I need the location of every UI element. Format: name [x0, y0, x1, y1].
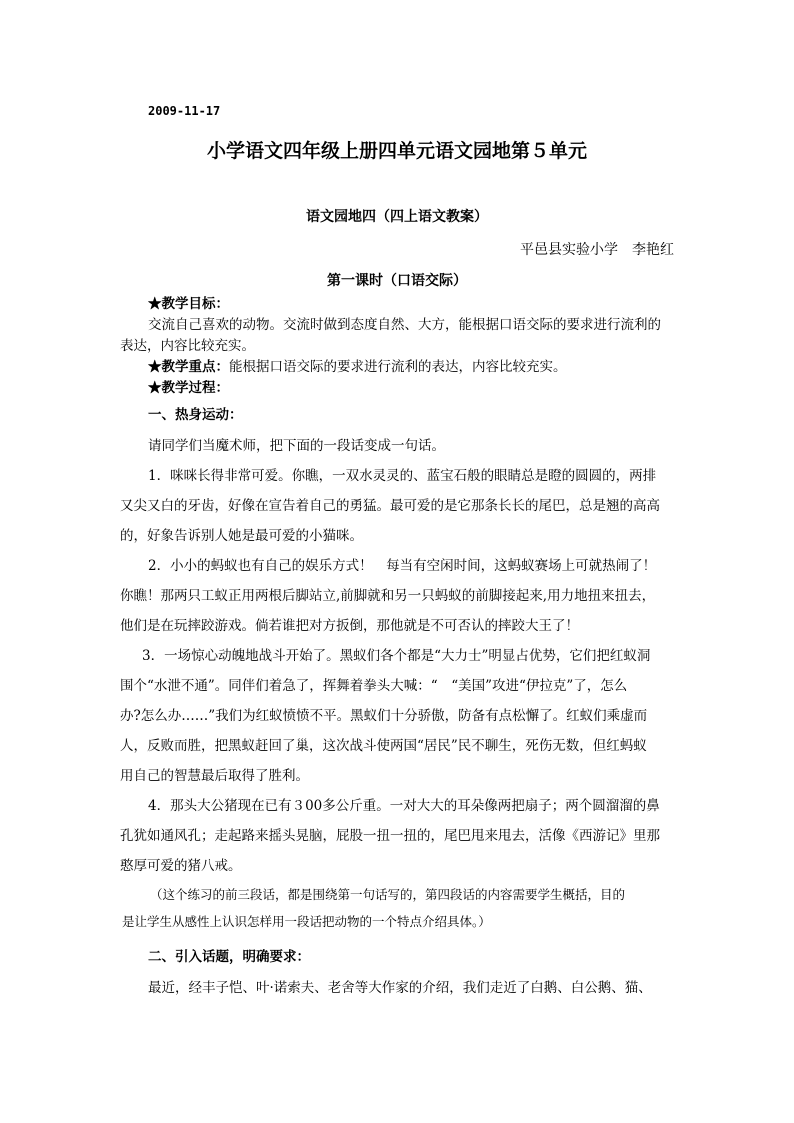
document-body [120, 294, 675, 1003]
section-heading: 二、引入话题，明确要求： [148, 949, 310, 965]
lesson-heading: 第一课时（口语交际） [327, 273, 467, 289]
teaching-note-line: （这个练习的前三段话，都是围绕第一句话写的，第四段话的内容需要学生概括，目的 [150, 887, 626, 902]
paragraph-line: 办?怎么办……”我们为红蚁愤愤不平。黑蚁们十分骄傲，防备有点松懈了。红蚁们乘虚而 [120, 708, 648, 724]
goal-text-line: 表达，内容比较充实。 [120, 338, 255, 354]
paragraph-line: 孔犹如通风孔；走起路来摇头晃脑，屁股一扭一扭的，尾巴甩来甩去，活像《西游记》里那 [120, 828, 660, 844]
paragraph-line: 你瞧！那两只工蚁正用两根后脚站立,前脚就和另一只蚂蚁的前脚接起来,用力地扭来扭去， [120, 588, 656, 604]
paragraph-line: 他们是在玩摔跤游戏。倘若谁把对方扳倒，那他就是不可否认的摔跤大王了！ [120, 618, 579, 634]
section-intro: 请同学们当魔术师，把下面的一段话变成一句话。 [148, 438, 445, 454]
paragraph-line: 最近，经丰子恺、叶·诺索夫、老舍等大作家的介绍，我们走近了白鹅、白公鹅、猫、 [148, 980, 652, 996]
paragraph-line: 又尖又白的牙齿，好像在宣告着自己的勇猛。最可爱的是它那条长长的尾巴，总是翘的高高 [120, 498, 660, 514]
paragraph-line: 3．一场惊心动魄地战斗开始了。黑蚁们各个都是“大力士”明显占优势，它们把红蚁洞 [142, 648, 651, 664]
focus-text: 能根据口语交际的要求进行流利的表达，内容比较充实。 [229, 359, 567, 375]
document-date: 2009-11-17 [148, 104, 221, 118]
paragraph-line: 憨厚可爱的猪八戒。 [120, 858, 242, 874]
paragraph-line: 的，好象告诉别人她是最可爱的小猫咪。 [120, 528, 363, 544]
teaching-note-line: 是让学生从感性上认识怎样用一段话把动物的一个特点介绍具体。） [122, 914, 491, 929]
goal-label: ★教学目标： [148, 296, 229, 312]
paragraph-line: 用自己的智慧最后取得了胜利。 [120, 768, 309, 784]
process-label: ★教学过程： [148, 380, 229, 396]
paragraph-line: 围个“水泄不通”。同伴们着急了，挥舞着拳头大喊：“ “美国”攻进“伊拉克”了，怎么 [120, 678, 628, 694]
section-heading: 一、热身运动： [148, 407, 243, 423]
paragraph-line: 2．小小的蚂蚁也有自己的娱乐方式！ 每当有空闲时间，这蚂蚁赛场上可就热闹了！ [148, 558, 657, 574]
goal-text-line: 交流自己喜欢的动物。交流时做到态度自然、大方，能根据口语交际的要求进行流利的 [148, 317, 661, 333]
author-line: 平邑县实验小学 李艳红 [520, 242, 674, 258]
focus-line [120, 357, 675, 378]
paragraph-line: 1．咪咪长得非常可爱。你瞧，一双水灵灵的、蓝宝石般的眼睛总是瞪的圆圆的，两排 [148, 468, 657, 484]
document-subtitle: 语文园地四（四上语文教案） [306, 209, 488, 225]
paragraph-line: 4．那头大公猪现在已有３00多公斤重。一对大大的耳朵像两把扇子；两个圆溜溜的鼻 [148, 798, 660, 814]
paragraph-line: 人，反败而胜，把黑蚁赶回了巢，这次战斗使两国“居民”民不聊生，死伤无数，但红蚂蚁 [120, 738, 647, 754]
focus-label: ★教学重点： [148, 359, 229, 375]
document-title: 小学语文四年级上册四单元语文园地第５单元 [206, 140, 587, 162]
